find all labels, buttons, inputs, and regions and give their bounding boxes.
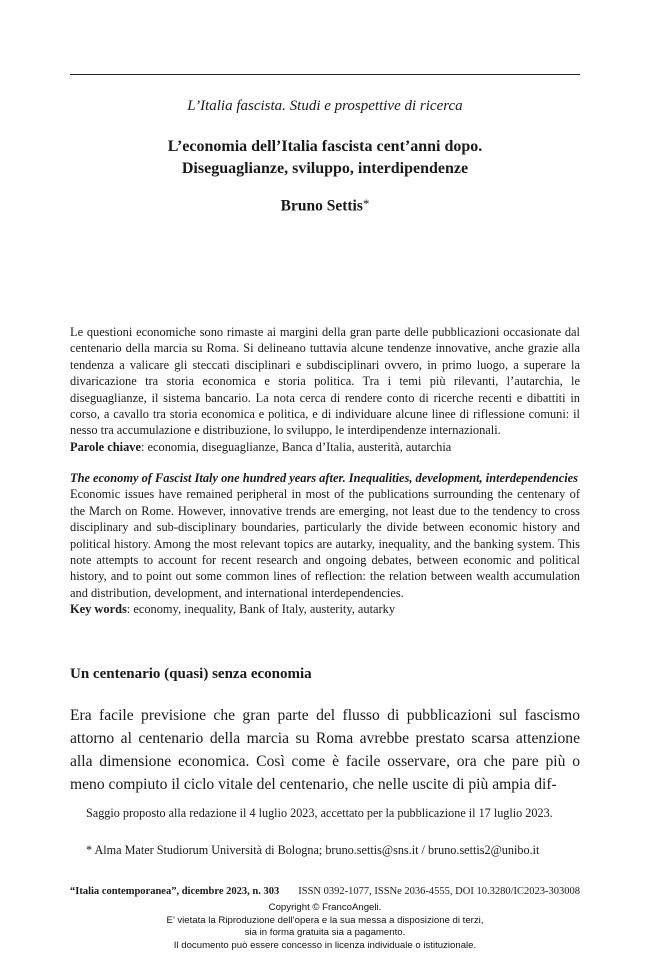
copyright-line: Copyright © FrancoAngeli. — [268, 902, 382, 913]
footnote-submission: Saggio proposto alla redazione il 4 luglio 2023, accettato per la pubblicazione il 17 luglio 2023. — [86, 806, 553, 820]
footnote-affiliation: * Alma Mater Studiorum Università di Bologna; bruno.settis@sns.it / bruno.settis2@unibo.it — [86, 843, 540, 857]
copyright-line: sia in forma gratuita sia a pagamento. — [244, 927, 406, 939]
abstract-english — [70, 470, 580, 618]
keywords-english-label: Key words — [70, 602, 127, 617]
keywords-english-values: : economy, inequality, Bank of Italy, austerity, autarky — [126, 602, 396, 617]
copyright-notice — [70, 902, 580, 952]
abstract-italian-text: Le questioni economiche sono rimaste ai margini della gran parte delle pubblicazioni occasionate dal centenario della marcia su Roma. Si delineano tuttavia alcune tendenze innovative, anche grazie alla tendenza a valicare gli steccati disciplinari e subdisciplinari ovvero, in primo luogo, a superare la divaricazione tra storia economica e storia politica. Tra i temi più rilevanti, l’autarchia, le diseguaglianze, il sistema bancario. La nota cerca di rendere conto di ricerche recenti e dibattiti in corso, a cavallo tra storia economica e politica, e di individuare alcune linee di riflessione comuni: il nesso tra accumulazione e distribuzione, lo sviluppo, le interdipendenze internazionali. — [70, 325, 580, 438]
keywords-italian — [70, 439, 580, 455]
top-rule — [70, 74, 580, 75]
journal-identifiers: ISSN 0392-1077, ISSNe 2036-4555, DOI 10.3280/IC2023-303008 — [298, 886, 580, 897]
keywords-italian-values: : economia, diseguaglianze, Banca d’Italia, austerità, autarchia — [141, 439, 452, 454]
author — [70, 196, 580, 216]
keywords-italian-label: Parole chiave — [70, 439, 141, 454]
copyright-line: Il documento può essere concesso in licenza individuale o istituzionale. — [173, 939, 477, 951]
journal-citation: “Italia contemporanea”, dicembre 2023, n. 303 — [70, 886, 280, 897]
article-title-line-1: L’economia dell’Italia fascista cent’anni dopo. — [167, 138, 483, 155]
body-paragraph: Era facile previsione che gran parte del flusso di pubblicazioni sul fascismo attorno al centenario della marcia su Roma avrebbe prestato scarsa attenzione alla dimensione economica. Così come è facile osservare, ora che pare più o meno compiuto il ciclo vitale del centenario, che nelle uscite di più ampia dif- — [70, 707, 580, 793]
section-heading: Un centenario (quasi) senza economia — [70, 666, 312, 682]
series-title: L’Italia fascista. Studi e prospettive di ricerca — [187, 98, 463, 114]
keywords-english — [70, 601, 580, 617]
author-name: Bruno Settis — [280, 197, 363, 215]
abstract-english-title: The economy of Fascist Italy one hundred years after. Inequalities, development, interdependencies — [70, 471, 578, 485]
abstract-italian — [70, 324, 580, 455]
copyright-line: E’ vietata la Riproduzione dell’opera e la sua messa a disposizione di terzi, — [166, 914, 484, 926]
article-title-line-2: Diseguaglianze, sviluppo, interdipendenze — [181, 160, 469, 177]
article-title — [70, 136, 580, 180]
abstract-english-text: Economic issues have remained peripheral in most of the publications surrounding the centenary of the March on Rome. However, innovative trends are emerging, not least due to the tendency to cross disciplinary and sub-disciplinary boundaries, particularly the divide between economic history and political history. Among the most relevant topics are autarky, inequality, and the banking system. This note attempts to account for recent research and ongoing debates, between economic and political history, and to point out some common lines of reflection: the relation between wealth accumulation and distribution, development, and international interdependencies. — [70, 487, 580, 600]
journal-footer — [70, 886, 580, 897]
author-footnote-mark: * — [362, 196, 370, 211]
